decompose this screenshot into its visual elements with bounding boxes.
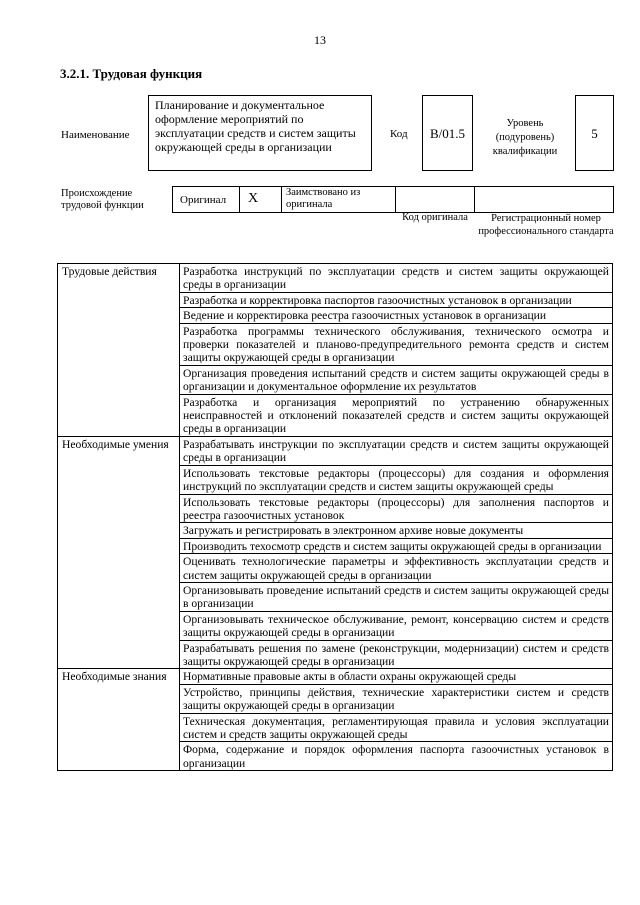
section-label: Необходимые знания	[58, 669, 180, 771]
original-label: Оригинал	[180, 194, 227, 206]
table-item: Разработка и корректировка паспортов газоочистных установок в организации	[180, 292, 613, 307]
table-item: Разрабатывать инструкции по эксплуатации средств и систем защиты окружающей среды в организации	[180, 436, 613, 465]
table-item: Оценивать технологические параметры и эффективность эксплуатации средств и систем защиты окружающей среды в организации	[180, 554, 613, 583]
table-item: Техническая документация, регламентирующая правила и условия эксплуатации систем и средств защиты окружающей среды	[180, 713, 613, 742]
table-item: Производить техосмотр средств и систем защиты окружающей среды в организации	[180, 538, 613, 553]
name-box	[148, 95, 372, 171]
table-item: Разработка инструкций по эксплуатации средств и систем защиты окружающей среды в организации	[180, 264, 613, 293]
section-label: Необходимые умения	[58, 436, 180, 669]
table-item: Форма, содержание и порядок оформления паспорта газоочистных установок в организации	[180, 742, 613, 771]
table-item: Разработка и организация мероприятий по устранению обнаруженных неисправностей и отклонений показателей средств и систем защиты окружающей среды в организации	[180, 394, 613, 436]
origin-divider-4	[474, 186, 475, 213]
table-item: Нормативные правовые акты в области охраны окружающей среды	[180, 669, 613, 684]
table-item: Использовать текстовые редакторы (процессоры) для создания и оформления инструкций по эксплуатации средств и систем защиты окружающей среды	[180, 465, 613, 494]
code-label: Код	[390, 128, 408, 140]
original-mark: X	[248, 191, 259, 206]
origin-divider-2	[281, 186, 282, 213]
level-value: 5	[591, 126, 598, 141]
table-item: Ведение и корректировка реестра газоочистных установок в организации	[180, 308, 613, 323]
name-value: Планирование и документальное оформление мероприятий по эксплуатации средств и систем защиты окружающей среды в организации	[155, 98, 356, 154]
table-item: Разрабатывать решения по замене (реконструкции, модернизации) систем и средств защиты окружающей среды в организации	[180, 640, 613, 669]
table-item: Использовать текстовые редакторы (процессоры) для заполнения паспортов и реестра газоочистных установок	[180, 494, 613, 523]
table-row	[58, 264, 613, 293]
labor-function-table	[57, 263, 613, 771]
level-label: Уровень (подуровень) квалификации	[492, 118, 558, 157]
origin-divider-3	[395, 186, 396, 213]
name-label: Наименование	[61, 129, 130, 141]
table-item: Устройство, принципы действия, технические характеристики систем и средств защиты окружающей среды в организации	[180, 684, 613, 713]
section-label: Трудовые действия	[58, 264, 180, 437]
code-value: B/01.5	[429, 126, 466, 141]
level-box	[575, 95, 614, 171]
table-item: Организовывать техническое обслуживание, ремонт, консервацию систем и средств защиты окружающей среды в организации	[180, 611, 613, 640]
code-box	[422, 95, 473, 171]
original-code-caption: Код оригинала	[402, 212, 468, 223]
page-number: 13	[314, 33, 326, 47]
borrowed-label: Заимствовано из оригинала	[286, 187, 361, 210]
table-row	[58, 669, 613, 684]
table-item: Разработка программы технического обслуживания, технического осмотра и проверки показателей и планово-предупредительного ремонта средств и систем защиты окружающей среды в организации	[180, 323, 613, 365]
table-row	[58, 436, 613, 465]
table-item: Загружать и регистрировать в электронном архиве новые документы	[180, 523, 613, 538]
origin-divider-1	[239, 186, 240, 213]
section-title: 3.2.1. Трудовая функция	[60, 66, 203, 81]
table-item: Организация проведения испытаний средств и систем защиты окружающей среды в организации и документальное оформление их результатов	[180, 365, 613, 394]
origin-label: Происхождение трудовой функции	[61, 188, 144, 211]
table-item: Организовывать проведение испытаний средств и систем защиты окружающей среды в организации	[180, 582, 613, 611]
reg-number-caption: Регистрационный номер профессионального стандарта	[478, 213, 614, 237]
